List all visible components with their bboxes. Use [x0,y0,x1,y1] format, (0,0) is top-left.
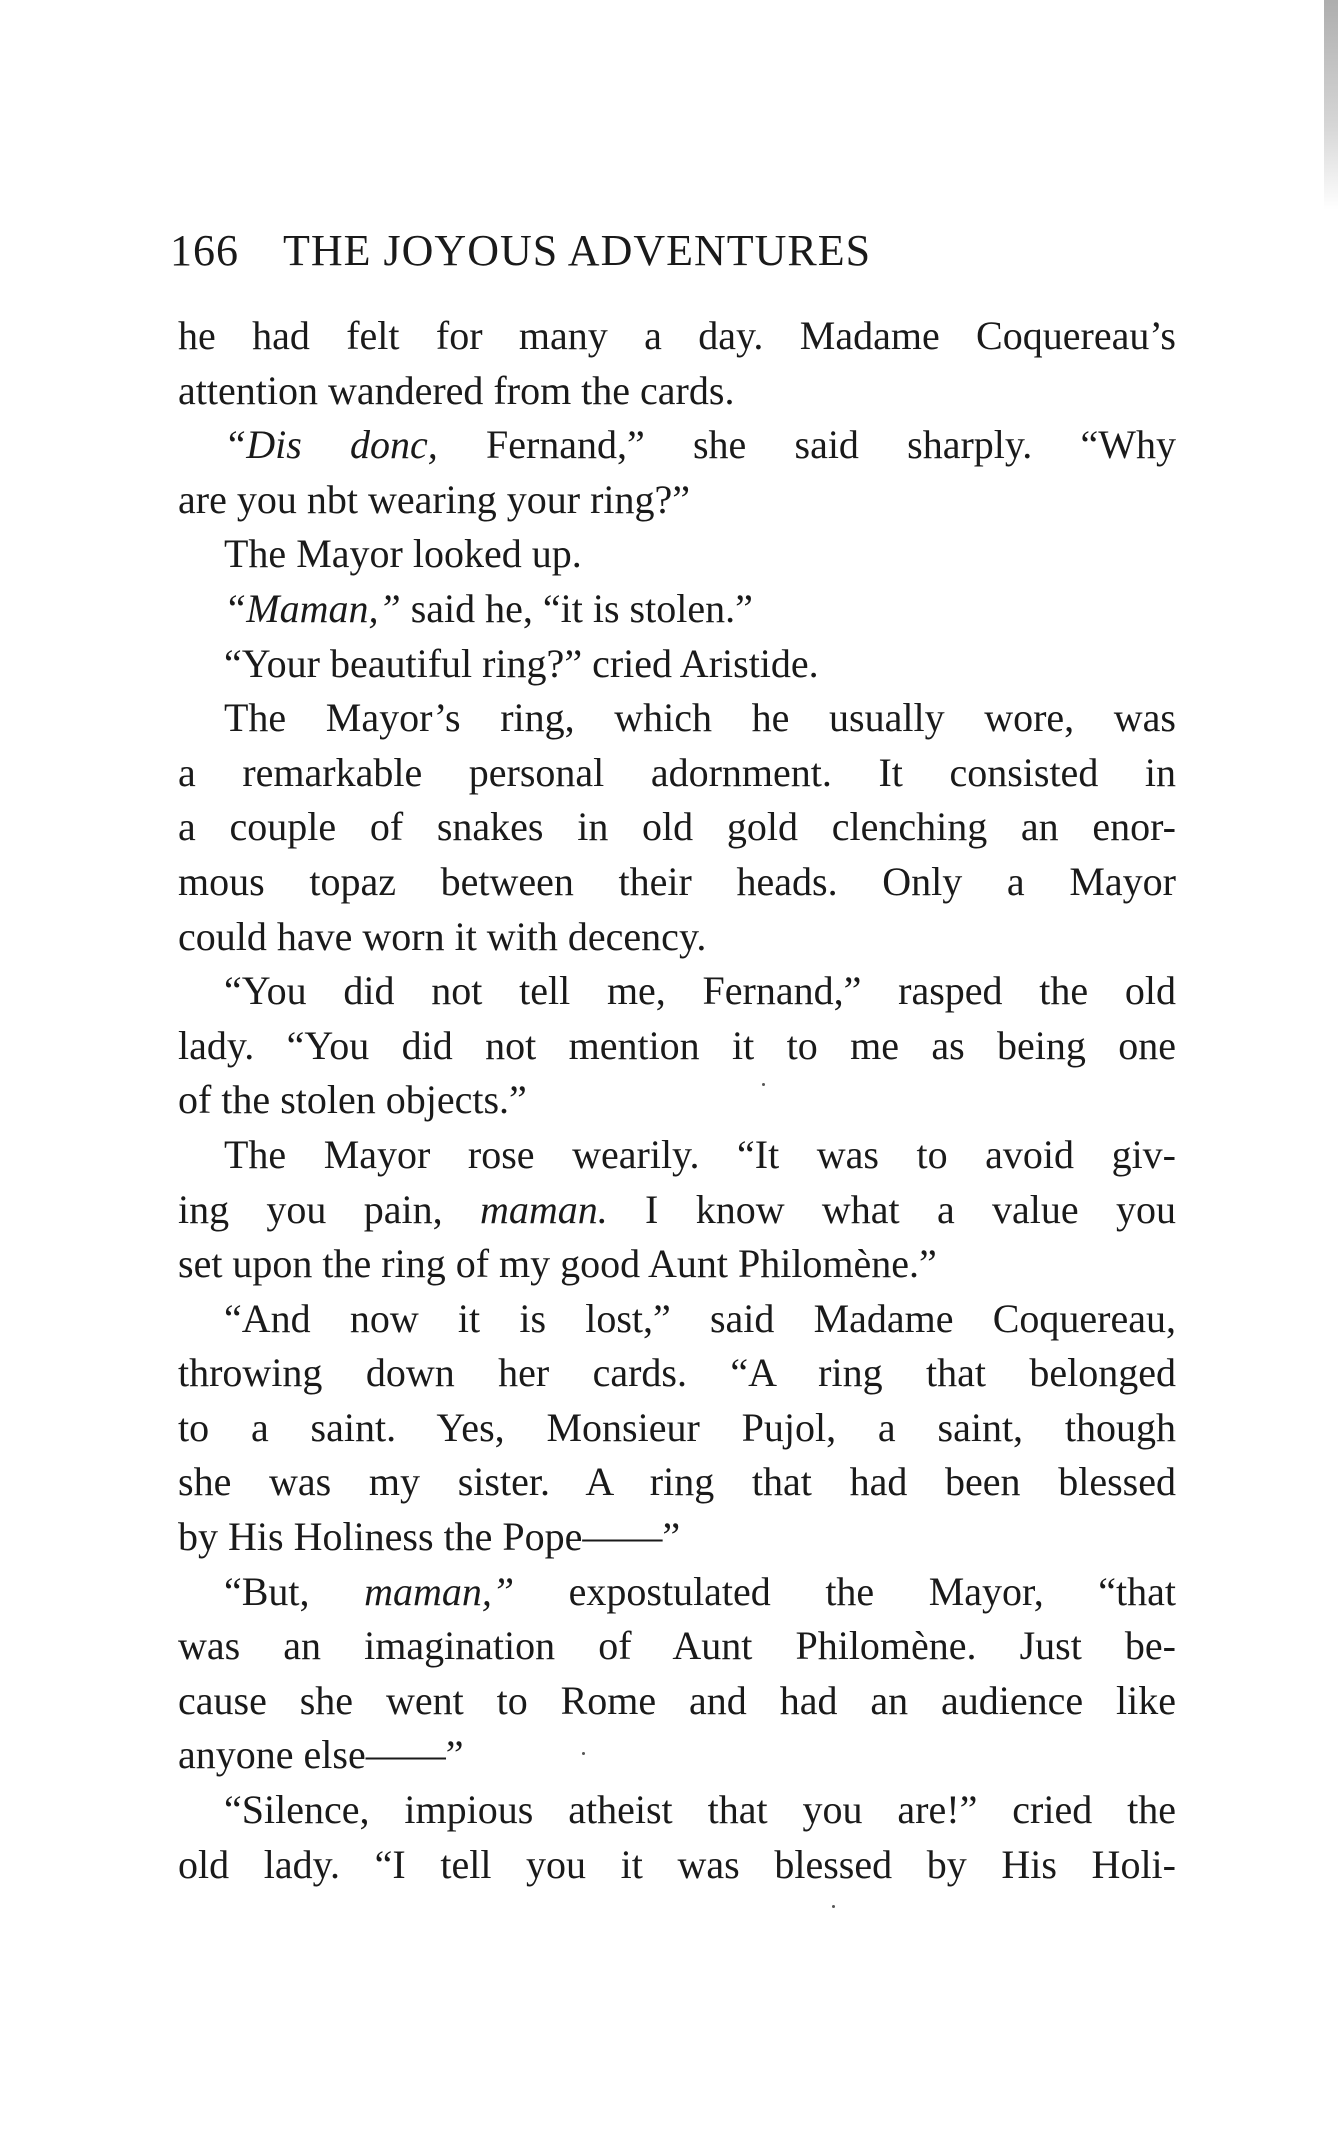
text-line: could have worn it with decency. [178,913,707,959]
text-line: mous topaz between their heads. Only a Mayor [178,858,1176,904]
page-edge-shadow [1324,0,1338,210]
text-line: The Mayor’s ring, which he usually wore, was [224,695,1176,741]
text-line: by His Holiness the Pope——” [178,1514,681,1560]
text-line: she was my sister. A ring that had been blessed [178,1459,1176,1505]
text-line: was an imagination of Aunt Philomène. Just be- [178,1623,1176,1669]
text-line: “Your beautiful ring?” cried Aristide. [224,640,819,686]
text-line: anyone else——” [178,1732,464,1778]
text-line: a remarkable personal adornment. It consisted in [178,749,1176,795]
text-line: cause she went to Rome and had an audience like [178,1677,1176,1723]
running-title: THE JOYOUS ADVENTURES [283,226,872,275]
text-line: “But, maman,” expostulated the Mayor, “that [224,1568,1177,1614]
text-line: he had felt for many a day. Madame Coquereau’s [178,313,1176,358]
text-line: attention wandered from the cards. [178,367,735,413]
text-line: “And now it is lost,” said Madame Coquereau, [224,1295,1176,1341]
text-line: throwing down her cards. “A ring that belonged [178,1350,1176,1396]
text-line: a couple of snakes in old gold clenching an enor- [178,804,1176,850]
text-line: “Maman,” said he, “it is stolen.” [224,585,753,631]
text-line: “Dis donc, Fernand,” she said sharply. “Why [224,422,1176,468]
text-line: “You did not tell me, Fernand,” rasped the old [224,968,1176,1014]
text-line: The Mayor rose wearily. “It was to avoid giv- [224,1131,1176,1177]
dust-speck [762,1083,765,1086]
page-number: 166 [170,226,239,275]
text-line: are you nbt wearing your ring?” [178,476,691,522]
text-line: lady. “You did not mention it to me as being one [178,1022,1176,1068]
dust-speck [832,1905,835,1908]
text-line: ing you pain, maman. I know what a value you [178,1186,1176,1232]
text-line: old lady. “I tell you it was blessed by His Holi- [178,1841,1176,1887]
text-line: to a saint. Yes, Monsieur Pujol, a saint, though [178,1404,1176,1450]
body-text [178,309,1176,1892]
text-line: of the stolen objects.” [178,1077,527,1123]
running-header [170,224,871,278]
text-line: The Mayor looked up. [224,531,582,577]
dust-speck [582,1752,585,1755]
text-line: set upon the ring of my good Aunt Philomène.” [178,1241,937,1287]
text-line: “Silence, impious atheist that you are!” cried the [224,1787,1176,1833]
